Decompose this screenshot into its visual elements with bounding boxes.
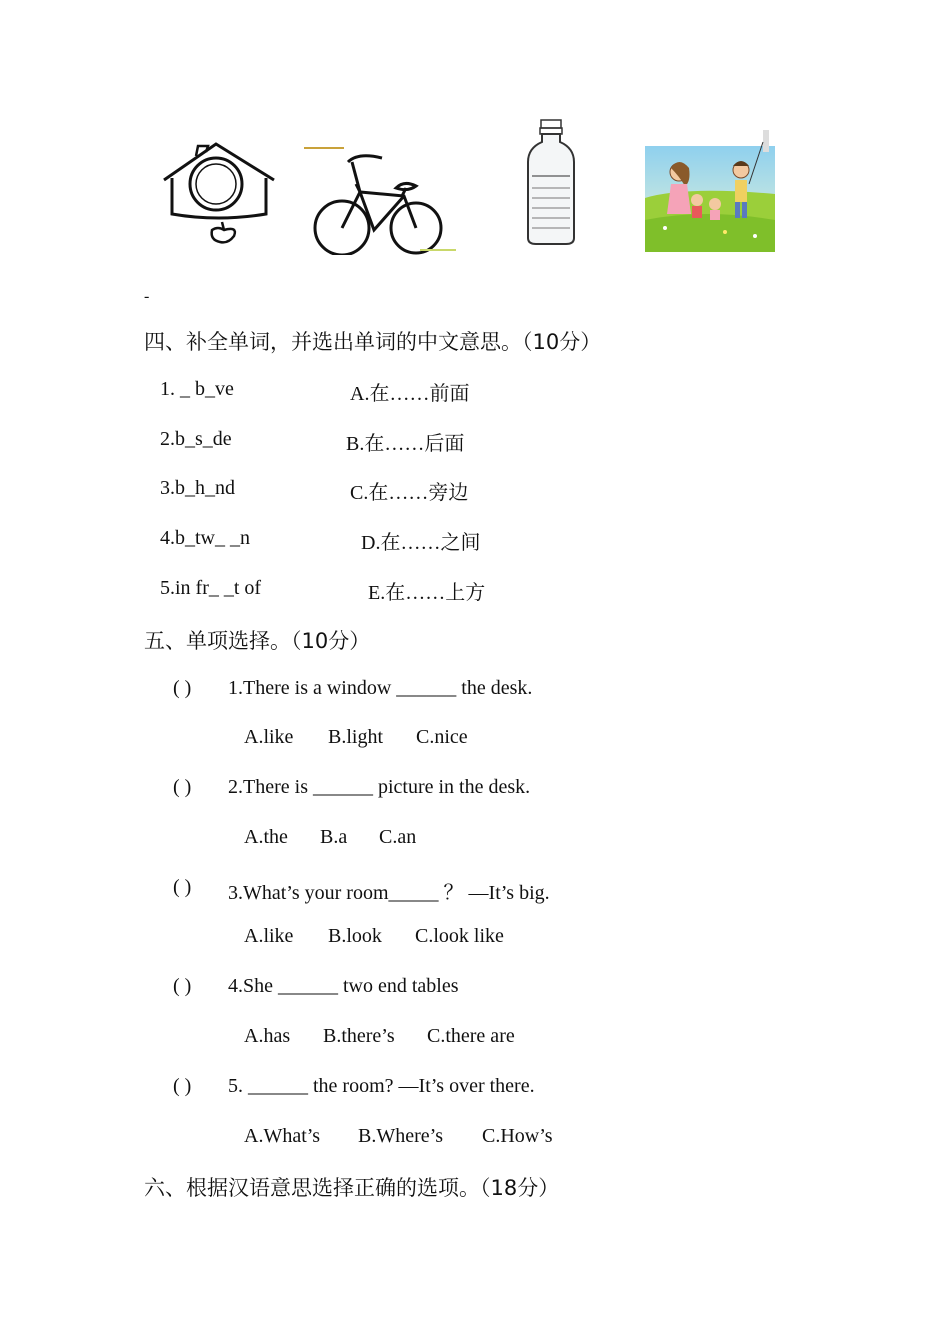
q1-option-c: C.nice: [416, 726, 468, 748]
answer-paren-5: ( ): [173, 1075, 192, 1097]
q3-option-c: C.look like: [415, 925, 504, 947]
meaning-b: B.在……后面: [346, 433, 465, 455]
q5-option-a: A.What’s: [244, 1125, 321, 1147]
meaning-a: A.在……前面: [350, 383, 470, 405]
meaning-d: D.在……之间: [361, 532, 481, 554]
answer-paren-1: ( ): [173, 677, 192, 699]
answer-paren-3: ( ): [173, 876, 192, 898]
q2-option-b: B.a: [320, 826, 348, 848]
question-3: 3.What’s your room_____ ？ —It’s big.: [228, 882, 550, 904]
question-2: 2.There is ______ picture in the desk.: [228, 776, 531, 798]
meaning-c: C.在……旁边: [350, 482, 469, 504]
bicycle-icon: [300, 140, 460, 255]
q1-option-b: B.light: [328, 726, 384, 748]
meaning-e: E.在……上方: [368, 582, 486, 604]
q4-option-b: B.there’s: [323, 1025, 395, 1047]
word-blank-2: 2.b_s_de: [160, 428, 232, 450]
answer-paren-2: ( ): [173, 776, 192, 798]
section6-title: 六、根据汉语意思选择正确的选项。（18分）: [144, 1176, 560, 1200]
family-picnic-icon: [645, 128, 775, 252]
q5-option-c: C.How’s: [482, 1125, 553, 1147]
word-blank-1: 1. _ b_ve: [160, 378, 234, 400]
question-1: 1.There is a window ______ the desk.: [228, 677, 533, 699]
q4-option-a: A.has: [244, 1025, 291, 1047]
q3-option-a: A.like: [244, 925, 294, 947]
question-5: 5. ______ the room? —It’s over there.: [228, 1075, 535, 1097]
section5-title: 五、单项选择。（10分）: [144, 629, 371, 653]
q5-option-b: B.Where’s: [358, 1125, 443, 1147]
q2-option-c: C.an: [379, 826, 417, 848]
q3-option-b: B.look: [328, 925, 382, 947]
word-blank-5: 5.in fr_ _t of: [160, 577, 262, 599]
question-4: 4.She ______ two end tables: [228, 975, 459, 997]
word-blank-3: 3.b_h_nd: [160, 477, 235, 499]
bottle-icon: [522, 118, 580, 246]
section4-title: 四、补全单词，并选出单词的中文意思。（10分）: [144, 330, 602, 354]
q4-option-c: C.there are: [427, 1025, 515, 1047]
q2-option-a: A.the: [244, 826, 288, 848]
q1-option-a: A.like: [244, 726, 294, 748]
stray-mark: -: [144, 288, 150, 305]
answer-paren-4: ( ): [173, 975, 192, 997]
clock-icon: [158, 138, 283, 246]
word-blank-4: 4.b_tw_ _n: [160, 527, 250, 549]
